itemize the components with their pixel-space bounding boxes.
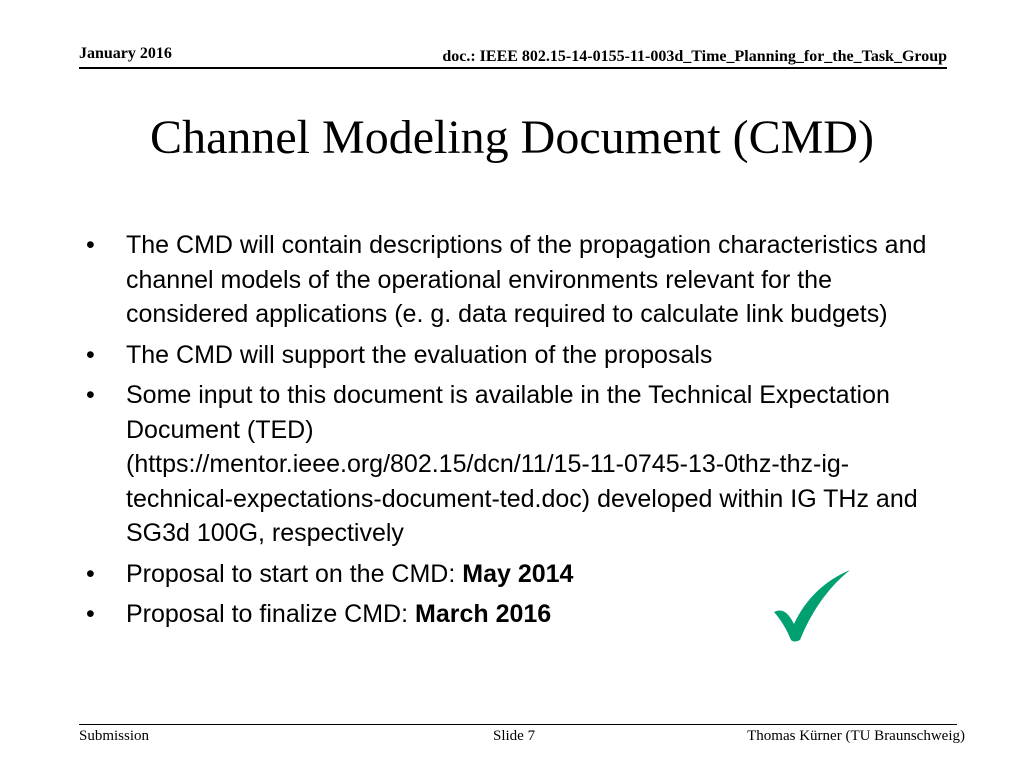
footer-submission: Submission <box>79 728 150 744</box>
bullet-text: The CMD will support the evaluation of the proposals <box>126 340 713 369</box>
bullet-dot: • <box>86 231 95 259</box>
bullet-text: The CMD will contain descriptions of the propagation characteristics and channel models of the operational environments relevant for the considered applications (e. g. data required to calculate link budgets) <box>126 231 927 328</box>
checkmark-icon <box>770 568 852 644</box>
ted-link-text: (https://mentor.ieee.org/802.15/dcn/11/15-11-0745-13-0thz-thz-ig-technical-expectations-document-ted.doc) developed within IG THz and SG3d 100G, respectively <box>126 450 918 547</box>
bullet-item <box>86 378 946 551</box>
header-rule <box>79 67 947 69</box>
header-doc-id: doc.: IEEE 802.15-14-0155-11-003d_Time_Planning_for_the_Task_Group <box>442 48 947 65</box>
bullet-dot: • <box>86 600 95 628</box>
finalize-date: March 2016 <box>415 600 552 628</box>
bullet-text: Some input to this document is available in the Technical Expectation Document (TED) <box>126 381 890 444</box>
header-date: January 2016 <box>79 45 172 62</box>
start-date: May 2014 <box>462 559 574 588</box>
bullet-item <box>86 228 946 332</box>
slide-title: Channel Modeling Document (CMD) <box>150 111 874 164</box>
footer-author: Thomas Kürner (TU Braunschweig) <box>747 728 965 744</box>
footer-rule <box>79 724 957 725</box>
bullet-text: Proposal to start on the CMD: <box>126 559 463 588</box>
bullet-item <box>86 338 946 373</box>
bullet-dot: • <box>86 381 95 409</box>
bullet-text: Proposal to finalize CMD: <box>126 600 416 628</box>
footer-slide-number: Slide 7 <box>493 728 536 744</box>
bullet-dot: • <box>86 559 95 588</box>
bullet-dot: • <box>86 340 95 369</box>
